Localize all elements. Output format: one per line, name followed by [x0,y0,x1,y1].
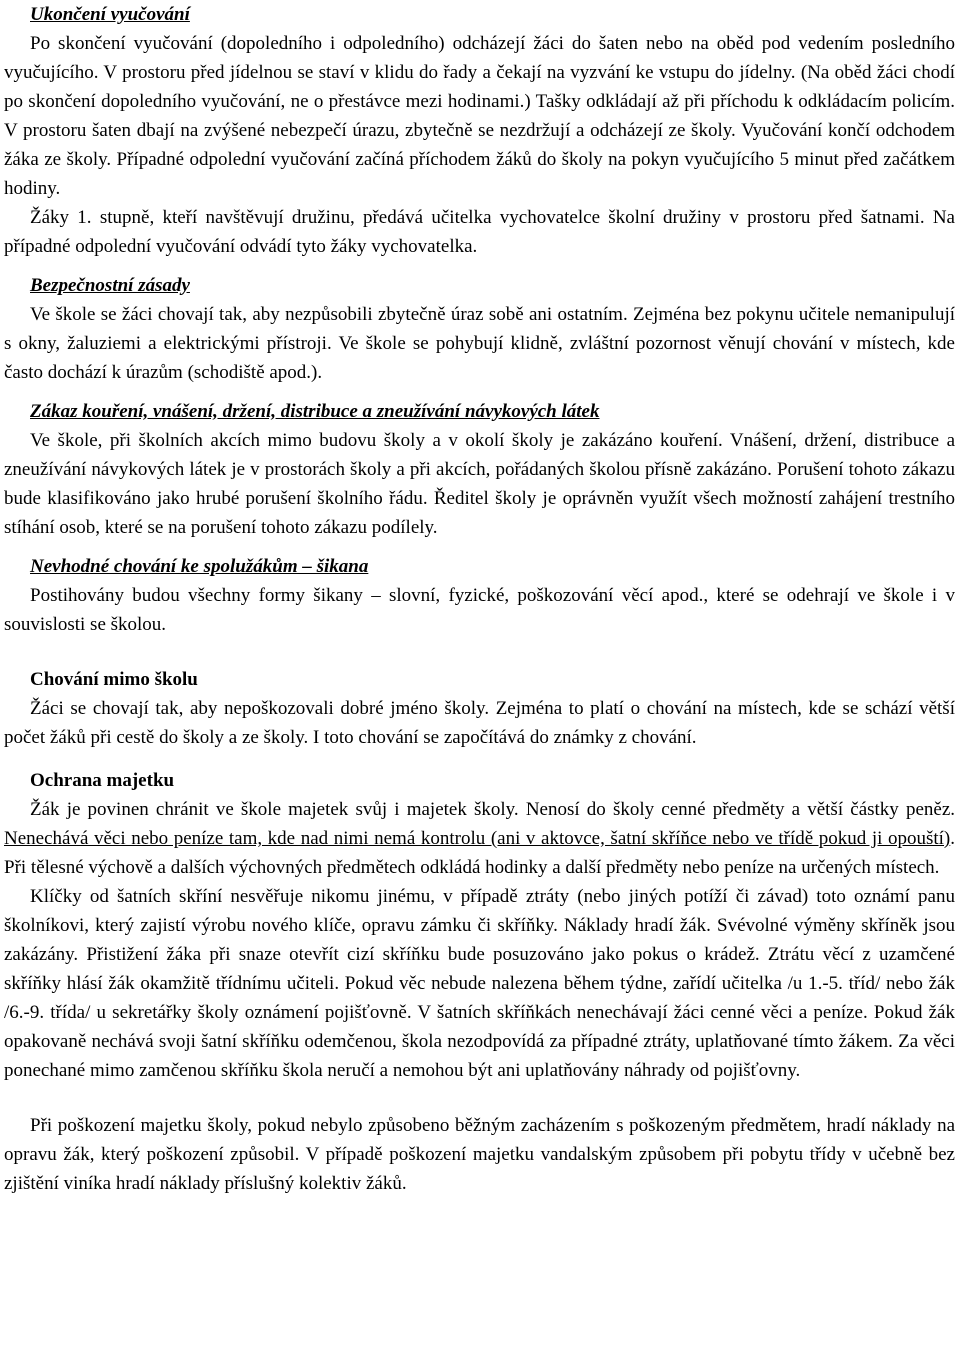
paragraph [4,694,955,752]
paragraph [4,29,955,203]
paragraph [4,203,955,261]
paragraph [4,300,955,387]
section-zakaz-navykovych-latek [4,397,955,542]
paragraph-text: Po skončení vyučování (dopoledního i odpoledního) odcházejí žáci do šaten nebo na oběd pod vedením posledního vyučujícího. V prostoru před jídelnou se staví v klidu do řady a čekají na vyzvání ke vstupu do jídelny. (Na oběd žáci chodí po skončení dopoledního vyučování, ne o přestávce mezi hodinami.) Tašky odkládají až při příchodu k odkládacím policím. V prostoru šaten dbají na zvýšené nebezpečí úrazu, zbytečně se nezdržují a odcházejí ze školy. Vyučování končí odchodem žáka ze školy. Případné odpolední vyučování začíná příchodem žáků do školy na pokyn vyučujícího 5 minut před začátkem hodiny. [4,33,955,199]
paragraph-text: Žáci se chovají tak, aby nepoškozovali dobré jméno školy. Zejména to platí o chování na místech, kde se schází větší počet žáků při cestě do školy a ze školy. I toto chování se započítává do známky z chování. [4,698,955,748]
paragraph [4,882,955,1085]
section-heading: Ukončení vyučování [30,4,190,25]
section-heading: Zákaz kouření, vnášení, držení, distribuce a zneužívání návykových látek [30,401,600,422]
section-bezpecnostni-zasady [4,271,955,387]
section-heading: Nevhodné chování ke spolužákům – šikana [30,556,369,577]
paragraph-text: Ve škole se žáci chovají tak, aby nezpůsobili zbytečně úraz sobě ani ostatním. Zejména bez pokynu učitele nemanipulují s okny, žaluziemi a elektrickými přístroji. Ve škole se pohybují klidně, zvláštní pozornost věnují chování v místech, kde často dochází k úrazům (schodiště apod.). [4,304,955,383]
paragraph-text: . Při tělesné výchově a dalších výchovných předmětech odkládá hodinky a další předměty nebo peníze na určených místech. [4,828,955,878]
paragraph [4,426,955,542]
section-heading: Ochrana majetku [30,770,175,791]
paragraph [4,795,955,882]
section-heading: Bezpečnostní zásady [30,275,190,296]
paragraph-text: Při poškození majetku školy, pokud nebylo způsobeno běžným zacházením s poškozeným předmětem, hradí náklady na opravu žák, který poškození způsobil. V případě poškození majetku vandalským způsobem při pobytu třídy v učebně bez zjištění viníka hradí náklady příslušný kolektiv žáků. [4,1115,955,1194]
paragraph-text: Postihovány budou všechny formy šikany – slovní, fyzické, poškozování věcí apod., které se odehrají ve škole i v souvislosti se školou. [4,585,955,635]
section-sikana [4,552,955,639]
paragraph-text: Žáky 1. stupně, kteří navštěvují družinu, předává učitelka vychovatelce školní družiny v prostoru před šatnami. Na případné odpolední vyučování odvádí tyto žáky vychovatelka. [4,207,955,257]
section-ochrana-majetku [4,766,955,1198]
paragraph [4,581,955,639]
paragraph-text: Klíčky od šatních skříní nesvěřuje nikomu jinému, v případě ztráty (nebo jiných potíží či závad) toto oznámí panu školníkovi, který zajistí výrobu nového klíče, opravu zámku či skříňky. Náklady hradí žák. Svévolné výměny skříněk jsou zakázány. Přistižení žáka při snaze otevřít cizí skříňku bude posuzováno jako pokus o krádež. Ztrátu věcí z uzamčené skříňky hlásí žák okamžitě třídnímu učiteli. Pokud věc nebude nalezena během týdne, zařídí učitelka /u 1.-5. tříd/ nebo žák /6.-9. třída/ u sekretářky školy oznámení pojišťovně. V šatních skříňkách nenechávají žáci cenné věci a peníze. Pokud žák opakovaně nechává svoji šatní skříňku odemčenou, škola nezodpovídá za případné ztráty, uplatňované tímto žákem. Za věci ponechané mimo zamčenou skříňku škola neručí a nemohou být ani uplatňovány náhrady od pojišťovny. [4,886,955,1081]
section-ukonceni-vyucovani [4,0,955,261]
underlined-rule-text: Nenechává věci nebo peníze tam, kde nad nimi nemá kontrolu (ani v aktovce, šatní skříňce nebo ve třídě pokud ji opouští) [4,828,951,849]
paragraph-text: Žák je povinen chránit ve škole majetek svůj i majetek školy. Nenosí do školy cenné předměty a větší částky peněz. [30,799,955,820]
section-heading: Chování mimo školu [30,669,198,690]
paragraph-text: Ve škole, při školních akcích mimo budovu školy a v okolí školy je zakázáno kouření. Vnášení, držení, distribuce a zneužívání návykových látek je v prostorách školy a při akcích, pořádaných školou přísně zakázáno. Porušení tohoto zákazu bude klasifikováno jako hrubé porušení školního řádu. Ředitel školy je oprávněn využít všech možností zahájení trestního stíhání osob, které se na porušení tohoto zákazu podílely. [4,430,955,538]
paragraph [4,1111,955,1198]
section-chovani-mimo-skolu [4,665,955,752]
